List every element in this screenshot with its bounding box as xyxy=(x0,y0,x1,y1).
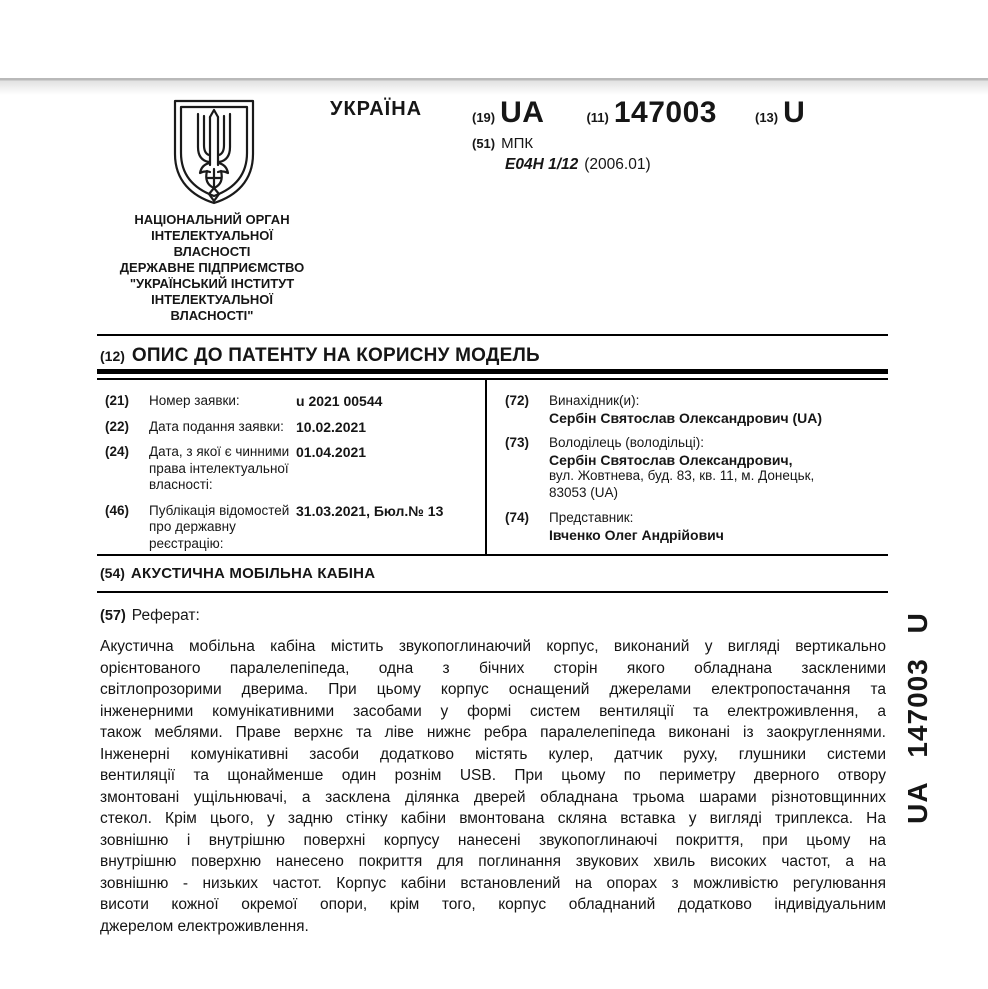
code19-label: (19) xyxy=(472,110,496,125)
field-label: Винахідник(и): xyxy=(549,393,640,408)
field-inventors xyxy=(505,393,888,426)
code13-label: (13) xyxy=(754,110,779,125)
institution-line: ІНТЕЛЕКТУАЛЬНОЇ xyxy=(151,292,273,307)
field-application-number xyxy=(105,393,485,410)
representative-name: Івченко Олег Андрійович xyxy=(549,526,724,543)
code11-label: (11) xyxy=(586,110,609,125)
header-divider-line xyxy=(97,334,888,336)
field-value: 31.03.2021, Бюл.№ 13 xyxy=(296,502,444,519)
institution-line: "УКРАЇНСЬКИЙ ІНСТИТУТ xyxy=(129,276,295,291)
field-number: (57) xyxy=(100,608,126,624)
field-label: Володілець (володільці): xyxy=(549,435,704,450)
institution-name xyxy=(96,212,328,324)
institution-line: ВЛАСНОСТІ" xyxy=(170,308,254,323)
abstract-line: також меблями. Праве верхнє та ліве нижнє ребра паралелепіпеда виконані із заокругленнями. xyxy=(100,724,886,741)
field-number: (74) xyxy=(505,510,530,525)
abstract-line: вентиляції та щонайменше один рознім USB. При цьому по периметру дверного отвору xyxy=(100,767,886,784)
biblio-left-column xyxy=(97,381,485,561)
ipc-class-code: E04H 1/12 xyxy=(505,156,579,173)
field-publication xyxy=(105,503,485,553)
page-top-edge-shadow xyxy=(0,78,988,95)
owner-name: Сербін Святослав Олександрович, xyxy=(549,451,793,468)
abstract-line: джерелом електроживлення. xyxy=(100,917,309,935)
field-value: 10.02.2021 xyxy=(296,418,367,435)
thin-divider-line xyxy=(97,378,888,380)
field-number: (22) xyxy=(105,418,130,434)
field-number: (21) xyxy=(105,393,130,408)
abstract-line: змонтовані ущільнювачі, а засклена ділянка дверей обладнана трьома шарами різнотовщинних xyxy=(100,788,886,806)
field-label: Публікація відомостей про державну реєстрацію: xyxy=(149,502,290,551)
abstract-line: інженерними комунікативними засобами у формі систем вентиляції та електроживлення, а xyxy=(100,702,886,720)
abstract-line: висоти кожної окремої опори, крім того, корпус обладнаний додатково індивідуальним xyxy=(100,896,886,913)
invention-title-row xyxy=(100,565,375,582)
owner-address-line: вул. Жовтнева, буд. 83, кв. 11, м. Донецьк, xyxy=(549,468,815,483)
abstract-line: орієнтованого паралелепіпеда, одна з бічних сторін якого обладнана заскленими xyxy=(100,659,886,677)
abstract-header xyxy=(100,607,200,625)
doc-type-title xyxy=(100,345,540,367)
ipc-version: (2006.01) xyxy=(584,156,651,173)
abstract-line: Акустична мобільна кабіна містить звукопоглинаючий корпус, виконаний у вигляді вертикально xyxy=(100,638,886,655)
institution-line: НАЦІОНАЛЬНИЙ ОРГАН xyxy=(134,212,290,227)
country-code: UA xyxy=(500,96,545,129)
institution-line: ДЕРЖАВНЕ ПІДПРИЄМСТВО xyxy=(119,260,305,275)
abstract-line: Інженерні комунікативні засоби додатково містять кулер, датчик руху, глушники системи xyxy=(100,745,886,763)
field-number: (54) xyxy=(100,565,125,581)
title-divider-line xyxy=(97,591,888,593)
patent-number-sidebar: UA 147003 U xyxy=(902,612,933,824)
owner-address-line: 83053 (UA) xyxy=(549,484,619,500)
field-filing-date xyxy=(105,419,485,436)
abstract-line: світлопрозорими дверима. При цьому корпус оснащений джерелами електропостачання та xyxy=(100,681,886,698)
field-label: Дата, з якої є чинними права інтелектуальної власності: xyxy=(149,444,290,492)
abstract-text xyxy=(100,636,886,937)
field-label: Представник: xyxy=(549,510,634,525)
field-value: 01.04.2021 xyxy=(296,444,367,460)
field-label: Дата подання заявки: xyxy=(149,418,284,434)
field-representative xyxy=(505,510,888,543)
field-owner xyxy=(505,435,888,501)
institution-line: ВЛАСНОСТІ xyxy=(173,244,251,259)
doc-type-text: ОПИС ДО ПАТЕНТУ НА КОРИСНУ МОДЕЛЬ xyxy=(131,345,540,366)
abstract-line: зовнішню і внутрішню поверхні корпусу нанесені звукопоглинаючі покриття, при цьому на xyxy=(100,831,886,849)
abstract-line: стекол. Крім цього, у задню стінку кабіни вмонтована скляна вставка у вигляді триплекса. На xyxy=(100,810,886,827)
field-effective-date xyxy=(105,444,485,494)
thick-divider-line xyxy=(97,369,888,374)
field-number: (72) xyxy=(505,393,530,408)
code51-label: (51) xyxy=(472,136,496,151)
abstract-line: зовнішню - низьких частот. Корпус кабіни встановлений на опорах з можливістю регулювання xyxy=(100,874,886,892)
section-divider-line xyxy=(97,554,888,556)
abstract-line: внутрішню поверхню нанесено покриття для поглинання звукових хвиль високих частот, а на xyxy=(100,853,886,870)
kind-code: U xyxy=(783,96,806,129)
field-label: Номер заявки: xyxy=(149,393,240,408)
field-number: (73) xyxy=(505,435,530,450)
field-number: (24) xyxy=(105,444,130,459)
ipc-classification xyxy=(505,156,651,174)
invention-title: АКУСТИЧНА МОБІЛЬНА КАБІНА xyxy=(130,565,376,582)
institution-line: ІНТЕЛЕКТУАЛЬНОЇ xyxy=(151,228,273,243)
inventor-name: Сербін Святослав Олександрович (UA) xyxy=(549,409,823,426)
abstract-label: Реферат: xyxy=(131,607,200,624)
patent-number: 147003 xyxy=(613,96,717,129)
biblio-right-column xyxy=(485,381,888,561)
ukraine-trident-emblem-icon xyxy=(168,97,260,209)
field-value: u 2021 00544 xyxy=(296,393,383,409)
field-number: (46) xyxy=(105,502,130,518)
country-name: УКРАЇНА xyxy=(330,98,423,120)
bibliographic-section xyxy=(97,381,888,561)
publication-codes xyxy=(472,96,805,130)
doc-type-number: (12) xyxy=(100,348,125,364)
ipc-section xyxy=(472,135,533,152)
ipc-label: МПК xyxy=(501,135,534,152)
